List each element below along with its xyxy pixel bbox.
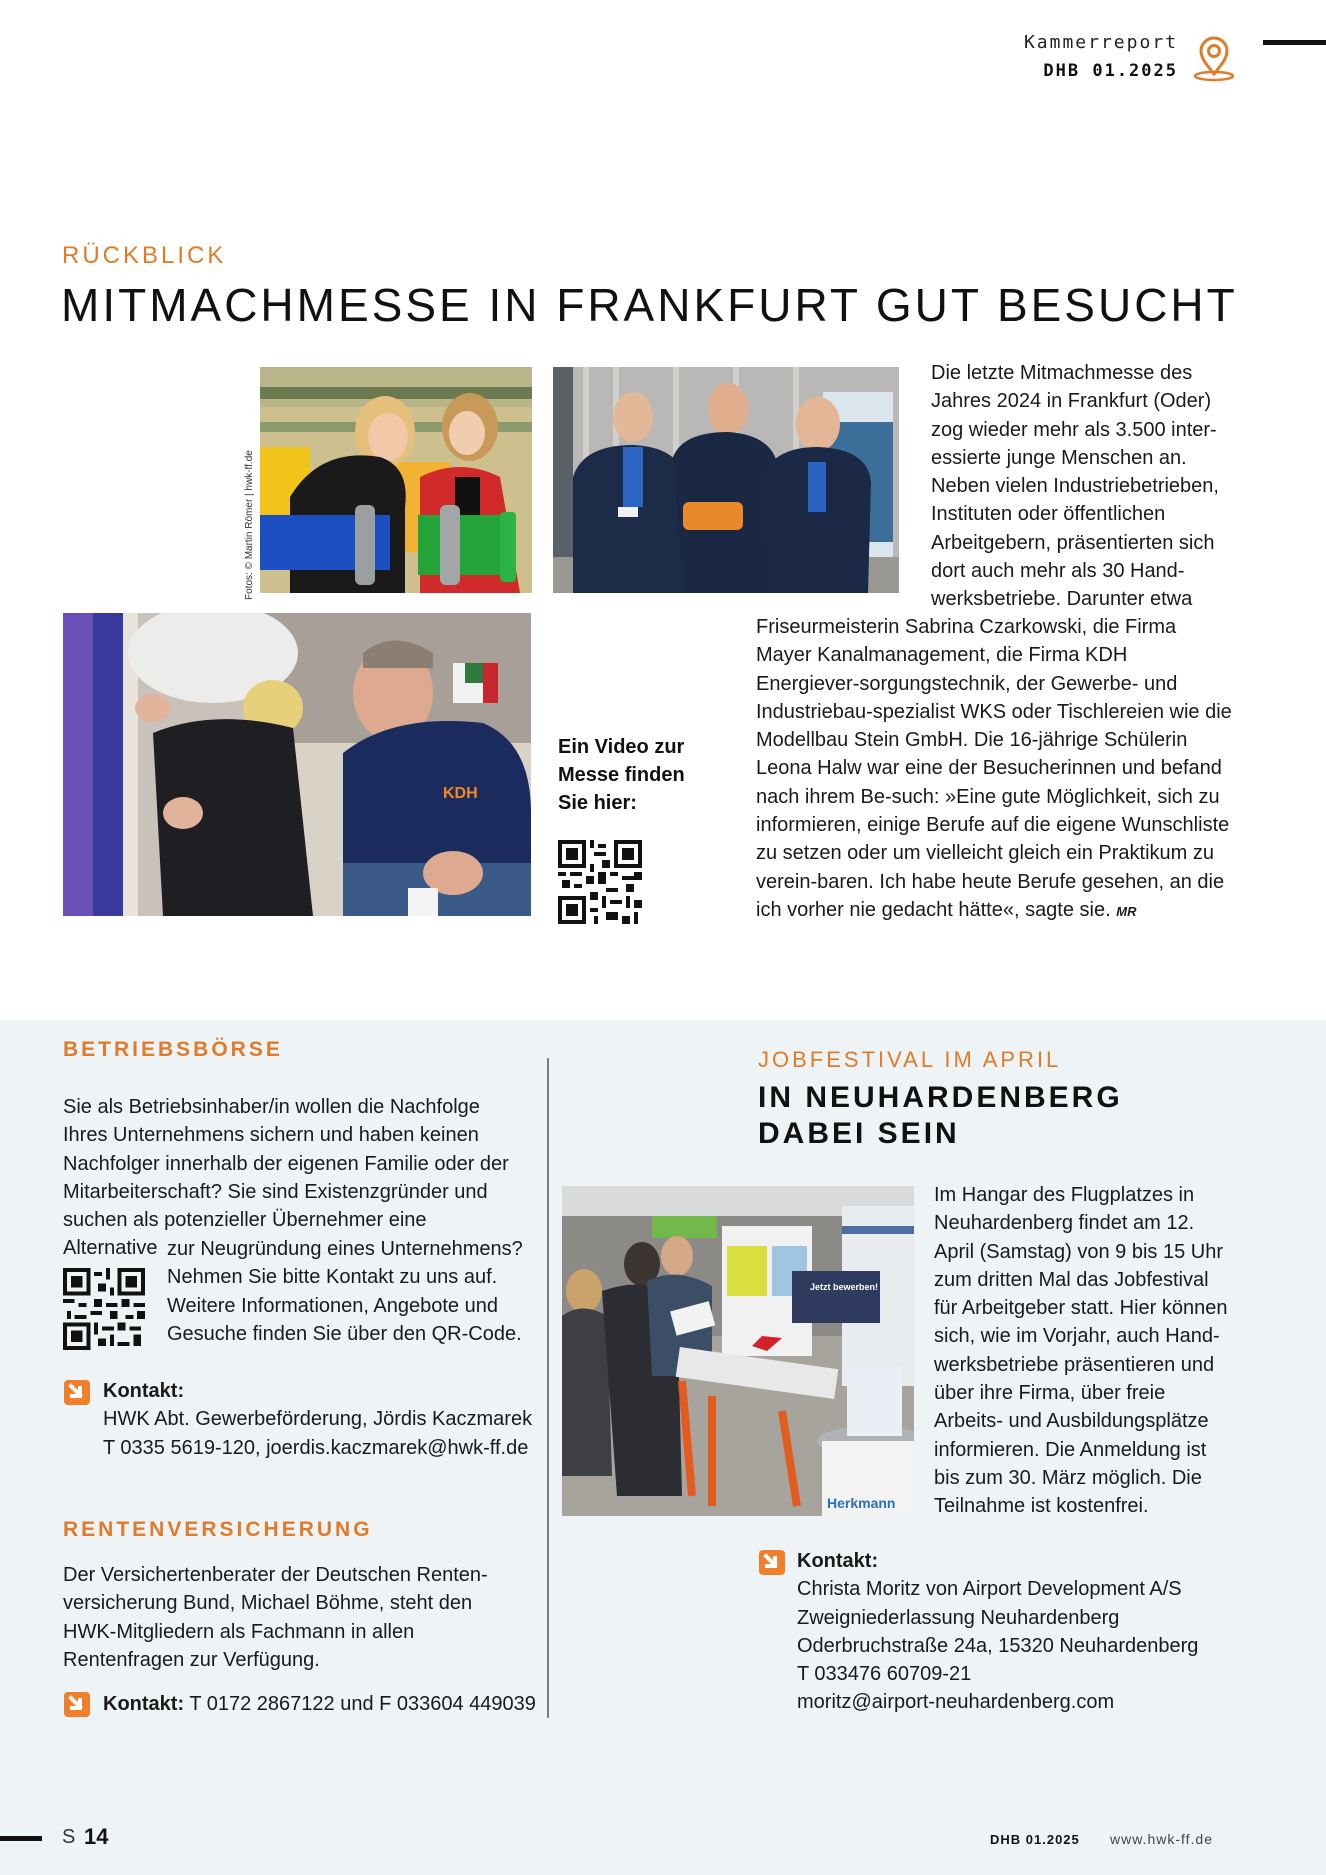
jobfestival-title-line: IN NEUHARDENBERG <box>758 1081 1123 1114</box>
arrow-down-right-icon <box>759 1550 785 1575</box>
page-prefix: S <box>62 1826 76 1848</box>
photo-women-pipes <box>260 367 532 593</box>
booth-screen-text: Jetzt bewerben! <box>810 1282 879 1292</box>
page-number: 14 <box>84 1824 109 1849</box>
footer-rule <box>0 1836 42 1841</box>
betriebsboerse-qr-code[interactable] <box>63 1268 145 1350</box>
header-rule <box>1263 40 1326 45</box>
footer-url[interactable]: www.hwk-ff.de <box>1110 1831 1213 1847</box>
location-pin-icon <box>1192 36 1236 82</box>
header-issue-label: DHB 01.2025 <box>1043 61 1178 81</box>
author-signature: MR <box>1116 903 1137 919</box>
photo-kdh-craftsman <box>63 613 531 916</box>
shirt-logo: KDH <box>443 785 478 802</box>
photo-jobfestival-booth <box>562 1186 914 1516</box>
column-divider <box>547 1058 549 1718</box>
betriebsboerse-contact <box>103 1377 533 1462</box>
rentenversicherung-text: Der Versichertenberater der Deutschen Renten-versicherung Bund, Michael Böhme, steht den HWK-Mitgliedern als Fachmann in allen Rentenfragen zur Verfügung. <box>63 1564 488 1671</box>
article-headline: MITMACHMESSE IN FRANKFURT GUT BESUCHT <box>61 279 1238 331</box>
article-text-col2-body: Friseurmeisterin Sabrina Czarkowski, die Firma Mayer Kanalmanagement, die Firma KDH Energiever-sorgungstechnik, der Gewerbe- und Industriebau-spezialist WKS oder Tischlereien wie die Modellbau Stein GmbH. Die 16-jährige Schülerin Leona Halw war eine der Besucherinnen und befand nach ihrem Be-such: »Eine gute Möglichkeit, sich zu informieren, einige Berufe auf die eigene Wunschliste zu setzen oder um vielleicht gleich ein Praktikum zu verein-baren. Ich habe heute Berufe gesehen, an die ich vorher nie gedacht hätte«, sagte sie. <box>756 616 1232 921</box>
header-section-label: Kammerreport <box>1023 32 1178 53</box>
jobfestival-kicker: JOBFESTIVAL IM APRIL <box>758 1047 1062 1072</box>
contact-email[interactable]: moritz@airport-neuhardenberg.com <box>797 1691 1115 1714</box>
betriebsboerse-title: BETRIEBSBÖRSE <box>63 1038 283 1061</box>
jobfestival-title-line: DABEI SEIN <box>758 1117 960 1150</box>
contact-line[interactable]: T 0335 5619-120, joerdis.kaczmarek@hwk-ff.de <box>103 1436 529 1459</box>
contact-line: Christa Moritz von Airport Development A/S <box>797 1578 1182 1601</box>
photo-three-men <box>553 367 899 593</box>
rentenversicherung-contact <box>103 1690 543 1718</box>
contact-line: HWK Abt. Gewerbeförderung, Jördis Kaczmarek <box>103 1408 533 1431</box>
article-text-col1: Die letzte Mitmachmesse des Jahres 2024 in Frankfurt (Oder) zog wieder mehr als 3.500 inter-essierte junge Menschen an. Neben vielen Industriebetrieben, Instituten oder öffentlichen Arbeitgebern, präsentierten sich dort auch mehr als 30 Hand-werksbetriebe. Darunter etwa <box>931 362 1219 611</box>
photo-credit: Fotos: © Martin Römer | hwk-ff.de <box>244 450 255 600</box>
jobfestival-text: Im Hangar des Flugplatzes in Neuhardenberg findet am 12. April (Samstag) von 9 bis 15 Uhr zum dritten Mal das Jobfestival für Arbeitgeber statt. Hier können sich, wie im Vorjahr, auch Hand-werksbetriebe präsentieren und über ihre Firma, über freie Arbeits- und Ausbildungsplätze informieren. Die Anmeldung ist bis zum 30. März möglich. Die Teilnahme ist kostenfrei. <box>934 1184 1228 1518</box>
betriebsboerse-text: Sie als Betriebsinhaber/in wollen die Nachfolge Ihres Unternehmens sichern und haben keinen Nachfolger innerhalb der eigenen Familie oder der Mitarbeiterschaft? Sie sind Existenzgründer und suchen als potenzieller Übernehmer eine Alternative <box>63 1096 509 1260</box>
video-note: Ein Video zur Messe finden Sie hier: <box>558 736 685 814</box>
arrow-down-right-icon <box>64 1692 90 1717</box>
contact-value: T 0172 2867122 und F 033604 449039 <box>189 1693 536 1715</box>
contact-line: T 033476 60709-21 <box>797 1663 972 1686</box>
article-text-col2 <box>756 613 1236 926</box>
contact-label: Kontakt: <box>797 1550 879 1572</box>
contact-line: Zweigniederlassung Neuhardenberg <box>797 1606 1120 1629</box>
betriebsboerse-side-text: zur Neugründung eines Unternehmens? Nehmen Sie bitte Kontakt zu uns auf. Weitere Informationen, Angebote und Gesuche finden Sie über den QR-Code. <box>167 1238 523 1345</box>
contact-label: Kontakt: <box>103 1380 185 1402</box>
contact-line: Oderbruchstraße 24a, 15320 Neuhardenberg <box>797 1634 1199 1657</box>
rentenversicherung-title: RENTENVERSICHERUNG <box>63 1518 373 1541</box>
footer-issue: DHB 01.2025 <box>990 1832 1080 1847</box>
article-kicker: RÜCKBLICK <box>62 242 227 269</box>
contact-label: Kontakt: <box>103 1693 185 1715</box>
jobfestival-contact <box>797 1547 1237 1717</box>
booth-counter-text: Herkmann <box>827 1495 896 1511</box>
arrow-down-right-icon <box>64 1380 90 1405</box>
jobfestival-title <box>758 1080 1123 1152</box>
video-qr-code[interactable] <box>558 840 642 924</box>
